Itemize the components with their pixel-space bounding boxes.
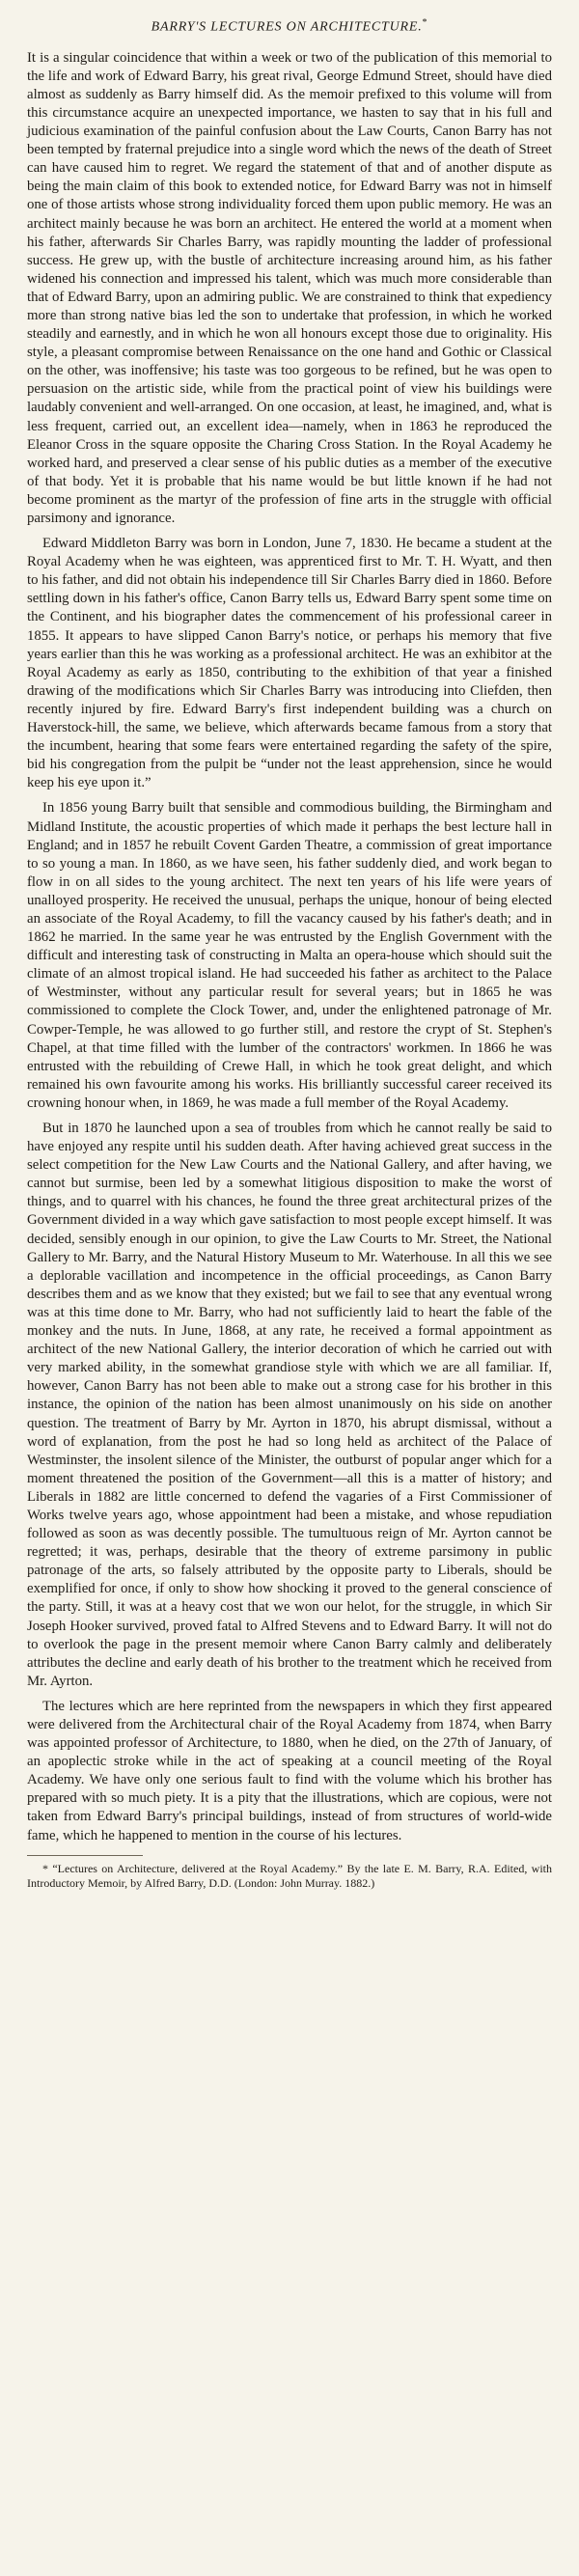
paragraph: But in 1870 he launched upon a sea of troubles from which he cannot really be said to have enjoyed any respite until his sudden death. After having achieved great success in the select competition for the New Law Courts and the National Gallery, and after having, we cannot but surmise, been led by a somewhat litigious disposition to make the worst of things, and to quarrel with his chances, he found the three great architectural prizes of the Government divided in a way which gave satisfaction to most people except himself. It was decided, sensibly enough in our opinion, to give the Law Courts to Mr. Street, the National Gallery to Mr. Barry, and the Natural History Museum to Mr. Waterhouse. In all this we see a deplorable vacillation and incompetence in the official proceedings, as Canon Barry describes them and as we know that they existed; but we fail to see that any eventual wrong was at this time done to Mr. Barry, who had not sufficiently laid to heart the fable of the monkey and the nuts. In June, 1868, at any rate, he received a formal appointment as architect of the new National Gallery, the interior decoration of which he carried out with very marked ability, in the somewhat grandiose style with which we are all familiar. If, however, Canon Barry has not been able to make out a strong case for his brother in this instance, the opinion of the nation has been almost unanimously on his side on another question. The treatment of Barry by Mr. Ayrton in 1870, his abrupt dismissal, without a word of explanation, from the post he had so long held as architect of the Palace of Westminster, the insolent silence of the Minister, the outburst of popular anger which for a moment threatened the position of the Government—all this is a matter of history; and Liberals in 1882 are little concerned to defend the vagaries of a First Commissioner of Works twelve years ago, whose appointment had been a mistake, and whose repudiation followed as soon as was decently possible. The tumultuous reign of Mr. Ayrton cannot be regretted; it was, perhaps, desirable that the theory of extreme parsimony in public patronage of the arts, so falsely attributed by the opposite party to Liberals, should be exemplified for once, if only to show how shocking it proved to the general conscience of the party. Still, it was at a heavy cost that we won our helot, for the struggle, in which Sir Joseph Hooker survived, proved fatal to Alfred Stevens and to Edward Barry. It will not do to overlook the page in the present memoir where Canon Barry calmly and deliberately attributes the decline and early death of his brother to the treatment which he received from Mr. Ayrton. [27,1121,552,1689]
paragraph: Edward Middleton Barry was born in London, June 7, 1830. He became a student at the Royal Academy when he was eighteen, was apprenticed first to Mr. T. H. Wyatt, and then to his father, and did not obtain his independence till Sir Charles Barry died in 1860. Before settling down in his father's office, Canon Barry tells us, Edward Barry spent some time on the Continent, and his biographer dates the commencement of his professional career in 1855. It appears to have slipped Canon Barry's notice, or perhaps his memory that five years earlier than this he was working as a professional architect. He was an exhibitor at the Royal Academy as early as 1850, contributing to the exhibition of that year a finished drawing of the modifications which Sir Charles Barry was introducing into Cliefden, then recently injured by fire. Edward Barry's first independent building was a church on Haverstock-hill, the same, we believe, which afterwards became famous from a story that the incumbent, hearing that some fears were entertained regarding the safety of the spire, bid his congregation from the pulpit be “under not the least apprehension, since he would keep his eye upon it.” [27,536,552,791]
paragraph: In 1856 young Barry built that sensible and commodious building, the Birmingham and Midland Institute, the acoustic properties of which made it perhaps the best lecture hall in England; and in 1857 he rebuilt Covent Garden Theatre, a commission of great importance to so young a man. In 1860, as we have seen, his father suddenly died, and work began to flow in on all sides to the young architect. The next ten years of his life were years of unalloyed prosperity. He received the unusual, perhaps the unique, honour of being elected an associate of the Royal Academy, to fill the vacancy caused by his father's death; and in 1862 he married. In the same year he was entrusted by the English Government with the difficult and interesting task of constructing in Malta an opera-house which should suit the climate of an almost tropical island. He had succeeded his father as architect to the Palace of Westminster, without any particular result for several years; but in 1865 he was commissioned to complete the Clock Tower, and, under the enlightened patronage of Mr. Cowper-Temple, he was allowed to go further still, and restore the crypt of St. Stephen's Chapel, at that time filled with the lumber of the contractors' workmen. In 1866 he was entrusted with the rebuilding of Crewe Hall, in which he took great delight, and which remained his own favourite among his works. His brilliantly successful career received its crowning honour when, in 1869, he was made a full member of the Royal Academy. [27,800,552,1111]
footnote-marker: * [422,17,428,28]
paragraph: It is a singular coincidence that within a week or two of the publication of this memorial to the life and work of Edward Barry, his great rival, George Edmund Street, should have died almost as suddenly as Barry himself did. As the memoir prefixed to this volume will from this circumstance acquire an unexpected importance, we hasten to say that in his full and judicious examination of the painful confusion about the Law Courts, Canon Barry has not been tempted by fraternal prejudice into a single word which the news of the death of Street can have caused him to regret. We regard the statement of that and of another dispute as being the main claim of this book to extended notice, for Edward Barry was not in himself one of those artists whose strong individuality forced them upon public memory. He was an architect mainly because he was born an architect. He entered the world at a moment when his father, afterwards Sir Charles Barry, was rapidly mounting the ladder of professional success. He grew up, with the bustle of architecture increasing around him, as his father widened his connection and impressed his talent, which was much more considerable than that of Edward Barry, upon an admiring public. We are constrained to think that expediency more than strong native bias led the son to undertake that profession, in which he worked steadily and earnestly, and in which he won all honours except those due to originality. His style, a pleasant compromise between Renaissance on the one hand and Gothic or Classical on the other, was inoffensive; his taste was too gorgeous to be refined, but he was open to persuasion on the artistic side, while from the practical point of view his buildings were laudably convenient and well-arranged. On one occasion, at least, he imagined, and, what is less frequent, carried out, an excellent idea—namely, when in 1863 he reproduced the Eleanor Cross in the square opposite the Charing Cross Station. In the Royal Academy he worked hard, and preserved a clear sense of his public duties as a member of the executive of that body. Yet it is probable that his name would be but little known if he had not become prominent as the martyr of the profession of fine arts in the struggle with official parsimony and ignorance. [27,49,553,526]
article-body [27,49,552,1845]
paragraph: The lectures which are here reprinted from the newspapers in which they first appeared were delivered from the Architectural chair of the Royal Academy from 1874, when Barry was appointed professor of Architecture, to 1880, when he died, on the 27th of January, of an apoplectic stroke while in the act of speaking at a council meeting of the Royal Academy. We have only one serious fault to find with the volume which his brother has prepared with so much piety. It is a pity that the illustrations, which are copious, were not taken from Edward Barry's principal buildings, instead of from structures of world-wide fame, which he happened to mention in the course of his lectures. [27,1698,552,1843]
footnote-divider [27,1855,143,1856]
article-title [27,17,552,36]
footnote: * “Lectures on Architecture, delivered at the Royal Academy.” By the late E. M. Barry, R.A. Edited, with Introductory Memoir, by Alfred Barry, D.D. (London: John Murray. 1882.) [27,1861,552,1890]
article-title-text: BARRY'S LECTURES ON ARCHITECTURE. [151,19,423,35]
